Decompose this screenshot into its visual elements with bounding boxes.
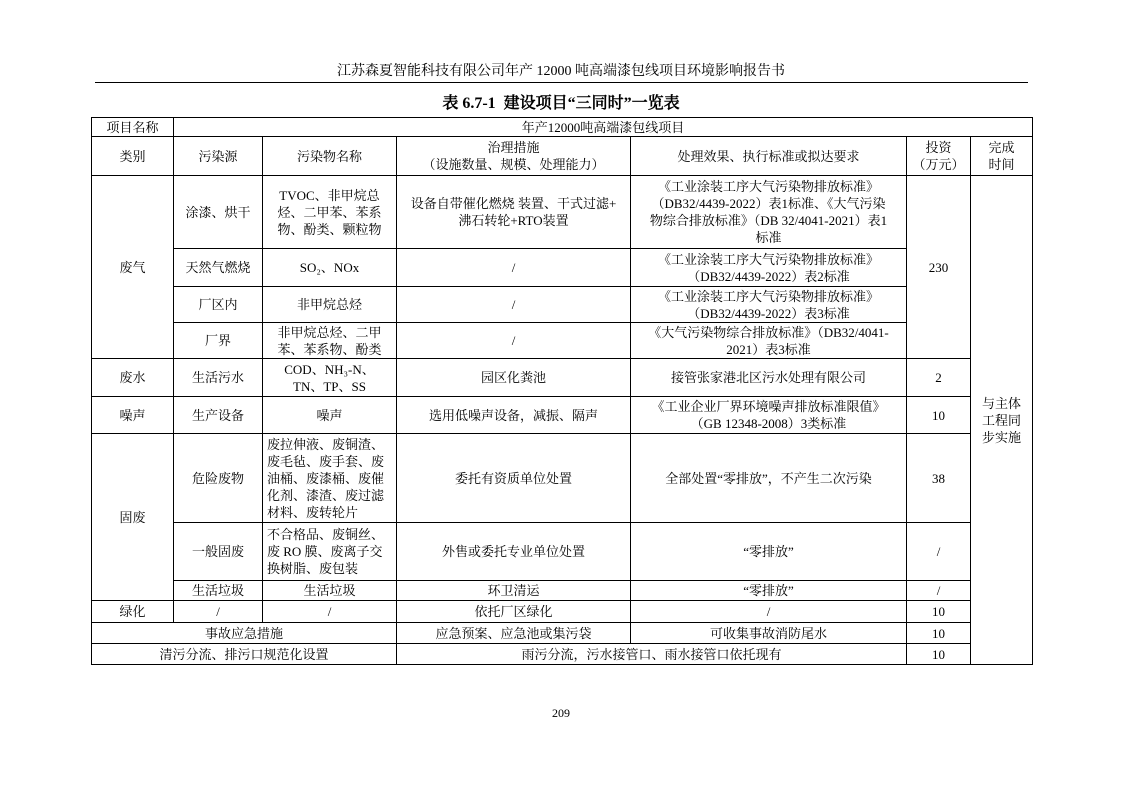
effect-cell: 《工业涂装工序大气污染物排放标准》 （DB32/4439-2022）表2标准 xyxy=(631,249,907,287)
category-cell: 绿化 xyxy=(92,601,174,623)
measures-cell: 选用低噪声设备，减振、隔声 xyxy=(397,397,631,434)
header-measures: 治理措施 （设施数量、规模、处理能力） xyxy=(397,137,631,176)
pollutants-cell: 生活垃圾 xyxy=(263,581,397,601)
measures-cell: 园区化粪池 xyxy=(397,359,631,397)
source-cell: 涂漆、烘干 xyxy=(174,176,263,249)
report-header-title: 江苏森夏智能科技有限公司年产 12000 吨高端漆包线项目环境影响报告书 xyxy=(337,64,785,79)
table-title: 表 6.7-1 建设项目“三同时”一览表 xyxy=(442,95,680,112)
measures-cell: 应急预案、应急池或集污袋 xyxy=(397,623,631,644)
measures-cell: / xyxy=(397,249,631,287)
table-row xyxy=(92,249,1033,287)
category-cell: 固废 xyxy=(92,434,174,601)
pollutants-cell: 非甲烷总烃 xyxy=(263,287,397,323)
project-label-cell: 项目名称 xyxy=(92,118,174,137)
table-row xyxy=(92,287,1033,323)
source-cell: 一般固废 xyxy=(174,523,263,581)
investment-cell: 230 xyxy=(907,176,971,359)
investment-cell: 38 xyxy=(907,434,971,523)
completion-time-cell: 与主体 工程同 步实施 xyxy=(971,176,1033,665)
item-cell: 清污分流、排污口规范化设置 xyxy=(92,644,397,665)
source-cell: 厂区内 xyxy=(174,287,263,323)
header-category: 类别 xyxy=(92,137,174,176)
table-row xyxy=(92,323,1033,359)
pollutants-cell: 不合格品、废铜丝、 废 RO 膜、废离子交 换树脂、废包装 xyxy=(263,523,397,581)
effect-cell: 全部处置“零排放”，不产生二次污染 xyxy=(631,434,907,523)
source-cell: 生活垃圾 xyxy=(174,581,263,601)
table-body xyxy=(92,118,1033,665)
table-row xyxy=(92,623,1033,644)
table-row xyxy=(92,644,1033,665)
measures-cell: 依托厂区绿化 xyxy=(397,601,631,623)
effect-cell: 《工业涂装工序大气污染物排放标准》 （DB32/4439-2022）表1标准、《大气污染 物综合排放标准》（DB 32/4041-2021）表1 标准 xyxy=(631,176,907,249)
effect-cell: 可收集事故消防尾水 xyxy=(631,623,907,644)
pollutants-cell: TVOC、非甲烷总 烃、二甲苯、苯系 物、酚类、颗粒物 xyxy=(263,176,397,249)
effect-cell: 《大气污染物综合排放标准》（DB32/4041- 2021）表3标准 xyxy=(631,323,907,359)
measures-effect-cell: 雨污分流，污水接管口、雨水接管口依托现有 xyxy=(397,644,907,665)
measures-cell: 设备自带催化燃烧 装置、干式过滤+ 沸石转轮+RTO装置 xyxy=(397,176,631,249)
header-completion: 完成 时间 xyxy=(971,137,1033,176)
effect-cell: 接管张家港北区污水处理有限公司 xyxy=(631,359,907,397)
page-number: 209 xyxy=(552,706,570,720)
pollutants-cell: 非甲烷总烃、二甲 苯、苯系物、酚类 xyxy=(263,323,397,359)
effect-cell: 《工业涂装工序大气污染物排放标准》 （DB32/4439-2022）表3标准 xyxy=(631,287,907,323)
source-cell: 生活污水 xyxy=(174,359,263,397)
category-cell: 噪声 xyxy=(92,397,174,434)
three-simultaneous-table xyxy=(91,117,1033,665)
effect-cell: / xyxy=(631,601,907,623)
measures-cell: / xyxy=(397,287,631,323)
investment-cell: 10 xyxy=(907,623,971,644)
effect-cell: “零排放” xyxy=(631,523,907,581)
source-cell: 天然气燃烧 xyxy=(174,249,263,287)
pollutants-cell: SO₂、NOx xyxy=(263,249,397,287)
header-divider xyxy=(95,82,1028,83)
investment-cell: 10 xyxy=(907,601,971,623)
source-cell: 厂界 xyxy=(174,323,263,359)
measures-cell: 外售或委托专业单位处置 xyxy=(397,523,631,581)
header-investment: 投资 （万元） xyxy=(907,137,971,176)
project-name-row xyxy=(92,118,1033,137)
investment-cell: 10 xyxy=(907,397,971,434)
table-row xyxy=(92,359,1033,397)
header-pollutants: 污染物名称 xyxy=(263,137,397,176)
investment-cell: / xyxy=(907,523,971,581)
effect-cell: 《工业企业厂界环境噪声排放标准限值》 （GB 12348-2008）3类标准 xyxy=(631,397,907,434)
investment-cell: 2 xyxy=(907,359,971,397)
investment-cell: 10 xyxy=(907,644,971,665)
table-row xyxy=(92,523,1033,581)
measures-cell: 环卫清运 xyxy=(397,581,631,601)
table-row xyxy=(92,601,1033,623)
item-cell: 事故应急措施 xyxy=(92,623,397,644)
measures-cell: / xyxy=(397,323,631,359)
source-cell: / xyxy=(174,601,263,623)
source-cell: 生产设备 xyxy=(174,397,263,434)
investment-cell: / xyxy=(907,581,971,601)
pollutants-cell: 噪声 xyxy=(263,397,397,434)
pollutants-cell: 废拉伸液、废铜渣、 废毛毡、废手套、废 油桶、废漆桶、废催 化剂、漆渣、废过滤 材料、废转轮片 xyxy=(263,434,397,523)
table-row xyxy=(92,176,1033,249)
header-effect: 处理效果、执行标准或拟达要求 xyxy=(631,137,907,176)
header-source: 污染源 xyxy=(174,137,263,176)
effect-cell: “零排放” xyxy=(631,581,907,601)
project-name-cell: 年产12000吨高端漆包线项目 xyxy=(174,118,1033,137)
category-cell: 废水 xyxy=(92,359,174,397)
measures-cell: 委托有资质单位处置 xyxy=(397,434,631,523)
header-row xyxy=(92,137,1033,176)
table-row xyxy=(92,397,1033,434)
pollutants-cell: / xyxy=(263,601,397,623)
source-cell: 危险废物 xyxy=(174,434,263,523)
table-row xyxy=(92,434,1033,523)
pollutants-cell: COD、NH₃-N、 TN、TP、SS xyxy=(263,359,397,397)
table-row xyxy=(92,581,1033,601)
category-cell: 废气 xyxy=(92,176,174,359)
